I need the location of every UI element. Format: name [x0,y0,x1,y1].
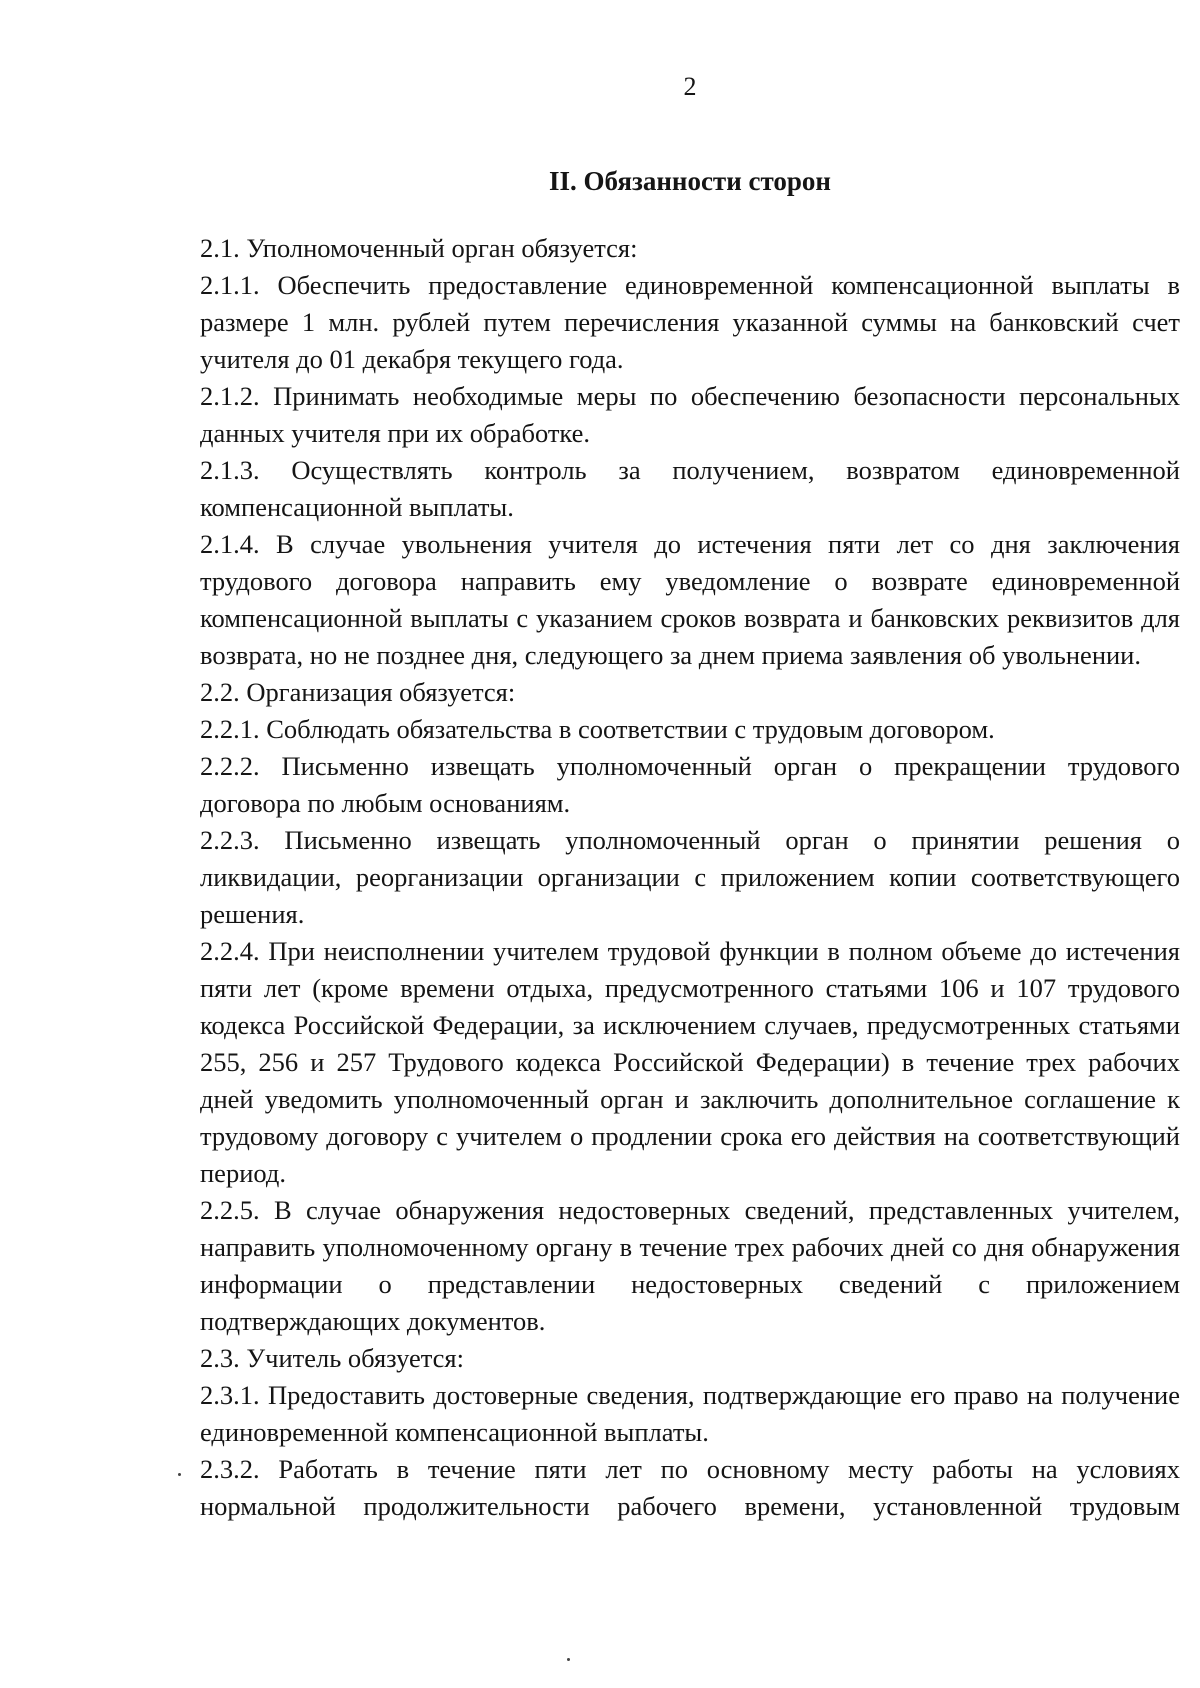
section-body [200,230,1180,1525]
paragraph-2-1: 2.1. Уполномоченный орган обязуется: [200,233,638,263]
paragraph-2-2-2: 2.2.2. Письменно извещать уполномоченный орган о прекращении трудового договора по любым основаниям. [200,751,1180,818]
scan-speck [567,1658,570,1661]
paragraph-2-2-4: 2.2.4. При неисполнении учителем трудовой функции в полном объеме до истечения пяти лет (кроме времени отдыха, предусмотренного статьями 106 и 107 трудового кодекса Российской Федерации, за исключением случаев, предусмотренных статьями 255, 256 и 257 Трудового кодекса Российской Федерации) в течение трех рабочих дней уведомить уполномоченный орган и заключить дополнительное соглашение к трудовому договору с учителем о продлении срока его действия на соответствующий период. [200,936,1180,1188]
paragraph-2-1-4: 2.1.4. В случае увольнения учителя до истечения пяти лет со дня заключения трудового договора направить ему уведомление о возврате единовременной компенсационной выплаты с указанием сроков возврата и банковских реквизитов для возврата, но не позднее дня, следующего за днем приема заявления об увольнении. [200,529,1180,670]
paragraph-2-3-2: 2.3.2. Работать в течение пяти лет по основному месту работы на условиях нормальной продолжительности рабочего времени, установленной трудовым [200,1454,1180,1521]
page-number: 2 [683,72,697,101]
section-title: II. Обязанности сторон [549,166,831,196]
paragraph-2-2-3: 2.2.3. Письменно извещать уполномоченный орган о принятии решения о ликвидации, реорганизации организации с приложением копии соответствующего решения. [200,825,1180,929]
paragraph-2-1-3: 2.1.3. Осуществлять контроль за получением, возвратом единовременной компенсационной выплаты. [200,455,1180,522]
paragraph-2-1-1: 2.1.1. Обеспечить предоставление единовременной компенсационной выплаты в размере 1 млн. рублей путем перечисления указанной суммы на банковский счет учителя до 01 декабря текущего года. [200,270,1180,374]
scan-speck [178,1473,181,1476]
paragraph-2-2-5: 2.2.5. В случае обнаружения недостоверных сведений, представленных учителем, направить уполномоченному органу в течение трех рабочих дней со дня обнаружения информации о представлении недостоверных сведений с приложением подтверждающих документов. [200,1195,1180,1336]
paragraph-2-1-2: 2.1.2. Принимать необходимые меры по обеспечению безопасности персональных данных учителя при их обработке. [200,381,1180,448]
paragraph-2-2-1: 2.2.1. Соблюдать обязательства в соответствии с трудовым договором. [200,714,995,744]
paragraph-2-3: 2.3. Учитель обязуется: [200,1343,464,1373]
paragraph-2-3-1: 2.3.1. Предоставить достоверные сведения, подтверждающие его право на получение единовременной компенсационной выплаты. [200,1380,1180,1447]
paragraph-2-2: 2.2. Организация обязуется: [200,677,516,707]
